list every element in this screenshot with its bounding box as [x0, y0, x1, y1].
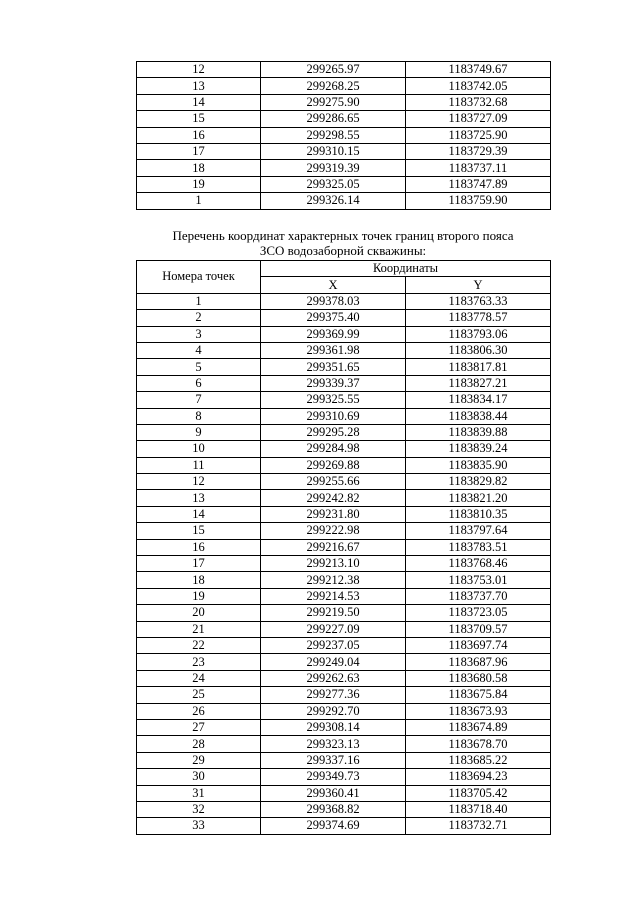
- table-row: [137, 654, 551, 670]
- point-number-cell: 7: [137, 392, 261, 408]
- table-row: [137, 474, 551, 490]
- point-number-cell: 32: [137, 801, 261, 817]
- x-coordinate-cell: 299268.25: [261, 78, 406, 94]
- x-coordinate-cell: 299310.69: [261, 408, 406, 424]
- table-row: [137, 293, 551, 309]
- x-coordinate-cell: 299277.36: [261, 687, 406, 703]
- point-number-cell: 13: [137, 78, 261, 94]
- second-zone-coordinates-table: [136, 260, 551, 835]
- y-coordinate-cell: 1183806.30: [406, 342, 551, 358]
- table-row: [137, 670, 551, 686]
- y-coordinate-cell: 1183834.17: [406, 392, 551, 408]
- table-row: [137, 111, 551, 127]
- table-row: [137, 556, 551, 572]
- x-coordinate-cell: 299325.05: [261, 176, 406, 192]
- point-number-cell: 14: [137, 506, 261, 522]
- y-coordinate-cell: 1183783.51: [406, 539, 551, 555]
- x-coordinate-cell: 299349.73: [261, 769, 406, 785]
- table-row: [137, 424, 551, 440]
- y-coordinate-cell: 1183810.35: [406, 506, 551, 522]
- x-coordinate-cell: 299310.15: [261, 143, 406, 159]
- y-coordinate-cell: 1183742.05: [406, 78, 551, 94]
- table-row: [137, 94, 551, 110]
- table-caption-line-1: Перечень координат характерных точек границ второго пояса: [172, 228, 514, 243]
- table-row: [137, 703, 551, 719]
- x-coordinate-cell: 299284.98: [261, 441, 406, 457]
- table-row: [137, 441, 551, 457]
- point-number-cell: 13: [137, 490, 261, 506]
- point-number-cell: 19: [137, 588, 261, 604]
- point-number-cell: 8: [137, 408, 261, 424]
- header-x: X: [261, 277, 406, 293]
- y-coordinate-cell: 1183749.67: [406, 62, 551, 78]
- y-coordinate-cell: 1183675.84: [406, 687, 551, 703]
- point-number-cell: 1: [137, 193, 261, 209]
- y-coordinate-cell: 1183737.11: [406, 160, 551, 176]
- table-row: [137, 375, 551, 391]
- y-coordinate-cell: 1183838.44: [406, 408, 551, 424]
- x-coordinate-cell: 299319.39: [261, 160, 406, 176]
- coordinates-table-continued: [136, 61, 551, 210]
- x-coordinate-cell: 299369.99: [261, 326, 406, 342]
- point-number-cell: 20: [137, 605, 261, 621]
- x-coordinate-cell: 299337.16: [261, 752, 406, 768]
- x-coordinate-cell: 299375.40: [261, 310, 406, 326]
- point-number-cell: 16: [137, 127, 261, 143]
- table-row: [137, 310, 551, 326]
- y-coordinate-cell: 1183705.42: [406, 785, 551, 801]
- table-row: [137, 818, 551, 834]
- y-coordinate-cell: 1183839.24: [406, 441, 551, 457]
- y-coordinate-cell: 1183829.82: [406, 474, 551, 490]
- x-coordinate-cell: 299323.13: [261, 736, 406, 752]
- point-number-cell: 5: [137, 359, 261, 375]
- x-coordinate-cell: 299255.66: [261, 474, 406, 490]
- x-coordinate-cell: 299298.55: [261, 127, 406, 143]
- y-coordinate-cell: 1183732.68: [406, 94, 551, 110]
- table-row: [137, 687, 551, 703]
- y-coordinate-cell: 1183793.06: [406, 326, 551, 342]
- table-header: [137, 261, 551, 294]
- x-coordinate-cell: 299269.88: [261, 457, 406, 473]
- y-coordinate-cell: 1183821.20: [406, 490, 551, 506]
- point-number-cell: 15: [137, 523, 261, 539]
- header-coordinates: Координаты: [261, 261, 551, 277]
- x-coordinate-cell: 299231.80: [261, 506, 406, 522]
- y-coordinate-cell: 1183709.57: [406, 621, 551, 637]
- point-number-cell: 18: [137, 572, 261, 588]
- header-points-number: Номера точек: [137, 261, 261, 294]
- point-number-cell: 18: [137, 160, 261, 176]
- table-row: [137, 326, 551, 342]
- x-coordinate-cell: 299351.65: [261, 359, 406, 375]
- point-number-cell: 28: [137, 736, 261, 752]
- y-coordinate-cell: 1183732.71: [406, 818, 551, 834]
- coordinates-table-continued-body: [137, 62, 551, 210]
- point-number-cell: 29: [137, 752, 261, 768]
- table-row: [137, 143, 551, 159]
- point-number-cell: 31: [137, 785, 261, 801]
- y-coordinate-cell: 1183778.57: [406, 310, 551, 326]
- x-coordinate-cell: 299378.03: [261, 293, 406, 309]
- table-row: [137, 408, 551, 424]
- y-coordinate-cell: 1183753.01: [406, 572, 551, 588]
- point-number-cell: 1: [137, 293, 261, 309]
- table-row: [137, 342, 551, 358]
- y-coordinate-cell: 1183725.90: [406, 127, 551, 143]
- table-row: [137, 539, 551, 555]
- point-number-cell: 33: [137, 818, 261, 834]
- x-coordinate-cell: 299262.63: [261, 670, 406, 686]
- x-coordinate-cell: 299326.14: [261, 193, 406, 209]
- point-number-cell: 10: [137, 441, 261, 457]
- table-row: [137, 605, 551, 621]
- table-row: [137, 127, 551, 143]
- point-number-cell: 12: [137, 62, 261, 78]
- table-row: [137, 637, 551, 653]
- table-row: [137, 160, 551, 176]
- point-number-cell: 17: [137, 143, 261, 159]
- y-coordinate-cell: 1183694.23: [406, 769, 551, 785]
- point-number-cell: 22: [137, 637, 261, 653]
- x-coordinate-cell: 299360.41: [261, 785, 406, 801]
- x-coordinate-cell: 299292.70: [261, 703, 406, 719]
- x-coordinate-cell: 299295.28: [261, 424, 406, 440]
- point-number-cell: 26: [137, 703, 261, 719]
- x-coordinate-cell: 299325.55: [261, 392, 406, 408]
- x-coordinate-cell: 299339.37: [261, 375, 406, 391]
- y-coordinate-cell: 1183763.33: [406, 293, 551, 309]
- table-row: [137, 392, 551, 408]
- table-row: [137, 719, 551, 735]
- y-coordinate-cell: 1183827.21: [406, 375, 551, 391]
- y-coordinate-cell: 1183839.88: [406, 424, 551, 440]
- table-row: [137, 457, 551, 473]
- point-number-cell: 25: [137, 687, 261, 703]
- x-coordinate-cell: 299213.10: [261, 556, 406, 572]
- y-coordinate-cell: 1183727.09: [406, 111, 551, 127]
- x-coordinate-cell: 299275.90: [261, 94, 406, 110]
- point-number-cell: 19: [137, 176, 261, 192]
- y-coordinate-cell: 1183674.89: [406, 719, 551, 735]
- y-coordinate-cell: 1183678.70: [406, 736, 551, 752]
- second-zone-coordinates-table-body: [137, 293, 551, 834]
- table-row: [137, 572, 551, 588]
- x-coordinate-cell: 299368.82: [261, 801, 406, 817]
- x-coordinate-cell: 299227.09: [261, 621, 406, 637]
- table-row: [137, 621, 551, 637]
- point-number-cell: 6: [137, 375, 261, 391]
- point-number-cell: 11: [137, 457, 261, 473]
- y-coordinate-cell: 1183737.70: [406, 588, 551, 604]
- y-coordinate-cell: 1183718.40: [406, 801, 551, 817]
- x-coordinate-cell: 299216.67: [261, 539, 406, 555]
- point-number-cell: 2: [137, 310, 261, 326]
- point-number-cell: 4: [137, 342, 261, 358]
- y-coordinate-cell: 1183673.93: [406, 703, 551, 719]
- point-number-cell: 27: [137, 719, 261, 735]
- table-row: [137, 62, 551, 78]
- table-row: [137, 506, 551, 522]
- table-row: [137, 752, 551, 768]
- point-number-cell: 15: [137, 111, 261, 127]
- point-number-cell: 17: [137, 556, 261, 572]
- y-coordinate-cell: 1183768.46: [406, 556, 551, 572]
- y-coordinate-cell: 1183817.81: [406, 359, 551, 375]
- table-row: [137, 176, 551, 192]
- point-number-cell: 3: [137, 326, 261, 342]
- point-number-cell: 30: [137, 769, 261, 785]
- point-number-cell: 21: [137, 621, 261, 637]
- point-number-cell: 12: [137, 474, 261, 490]
- y-coordinate-cell: 1183687.96: [406, 654, 551, 670]
- y-coordinate-cell: 1183835.90: [406, 457, 551, 473]
- y-coordinate-cell: 1183723.05: [406, 605, 551, 621]
- x-coordinate-cell: 299242.82: [261, 490, 406, 506]
- table-row: [137, 785, 551, 801]
- point-number-cell: 9: [137, 424, 261, 440]
- y-coordinate-cell: 1183797.64: [406, 523, 551, 539]
- point-number-cell: 23: [137, 654, 261, 670]
- y-coordinate-cell: 1183747.89: [406, 176, 551, 192]
- x-coordinate-cell: 299214.53: [261, 588, 406, 604]
- point-number-cell: 24: [137, 670, 261, 686]
- x-coordinate-cell: 299212.38: [261, 572, 406, 588]
- y-coordinate-cell: 1183697.74: [406, 637, 551, 653]
- y-coordinate-cell: 1183759.90: [406, 193, 551, 209]
- y-coordinate-cell: 1183680.58: [406, 670, 551, 686]
- x-coordinate-cell: 299286.65: [261, 111, 406, 127]
- point-number-cell: 14: [137, 94, 261, 110]
- table-row: [137, 588, 551, 604]
- y-coordinate-cell: 1183729.39: [406, 143, 551, 159]
- header-y: Y: [406, 277, 551, 293]
- x-coordinate-cell: 299219.50: [261, 605, 406, 621]
- x-coordinate-cell: 299237.05: [261, 637, 406, 653]
- table-row: [137, 490, 551, 506]
- x-coordinate-cell: 299265.97: [261, 62, 406, 78]
- table-row: [137, 359, 551, 375]
- table-caption-line-2: ЗСО водозаборной скважины:: [259, 243, 427, 258]
- x-coordinate-cell: 299249.04: [261, 654, 406, 670]
- table-row: [137, 736, 551, 752]
- table-row: [137, 523, 551, 539]
- table-row: [137, 769, 551, 785]
- x-coordinate-cell: 299308.14: [261, 719, 406, 735]
- point-number-cell: 16: [137, 539, 261, 555]
- table-caption: [136, 228, 550, 258]
- y-coordinate-cell: 1183685.22: [406, 752, 551, 768]
- table-row: [137, 193, 551, 209]
- table-row: [137, 78, 551, 94]
- x-coordinate-cell: 299222.98: [261, 523, 406, 539]
- x-coordinate-cell: 299361.98: [261, 342, 406, 358]
- x-coordinate-cell: 299374.69: [261, 818, 406, 834]
- table-row: [137, 801, 551, 817]
